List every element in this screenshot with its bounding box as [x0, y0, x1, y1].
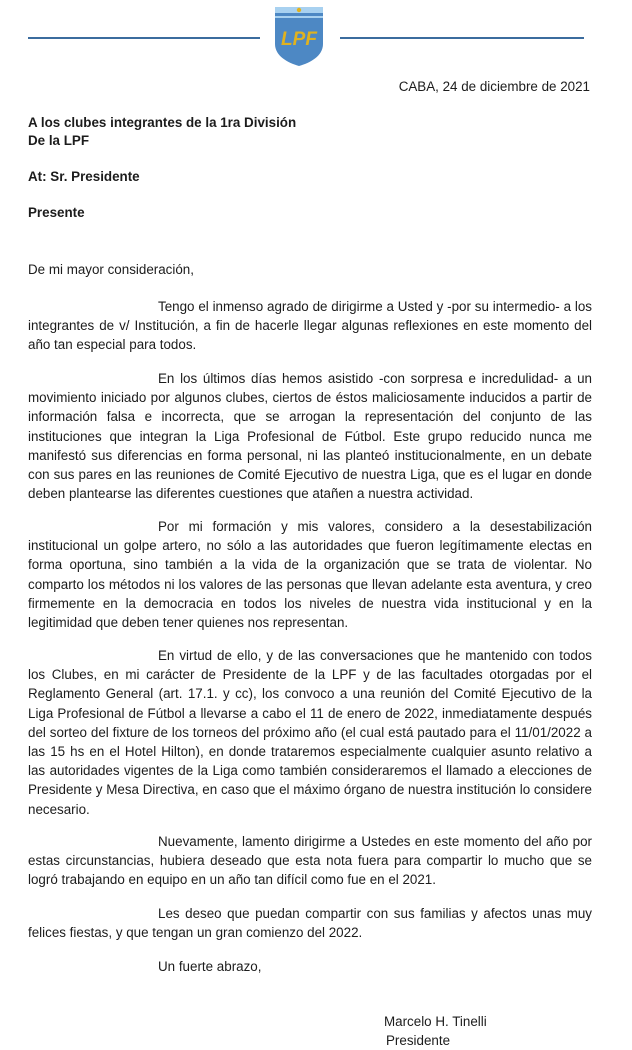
body-paragraph: En los últimos días hemos asistido -con sorpresa e incredulidad- a un movimiento iniciado por algunos clubes, ciertos de éstos maliciosamente inducidos a partir de información falsa e incorrecta, que se arrogan la representación del conjunto de las instituciones que integran la Liga Profesional de Fútbol. Este grupo reducido nunca me manifestó sus diferencias en forma personal, ni las planteó institucionalmente, en un debate con sus pares en las reuniones de Comité Ejecutivo de nuestra Liga, que es el lugar en donde deben plantearse las diferentes cuestiones que atañen a nuestra actividad. [28, 371, 592, 502]
addressee-line: De la LPF [28, 133, 90, 148]
greeting: De mi mayor consideración, [28, 262, 194, 277]
body-paragraph: Por mi formación y mis valores, considero a la desestabilización institucional un golpe artero, no sólo a las autoridades que fueron legítimamente electas en forma oportuna, sino también a la vida de la organización que se trata de violentar. No comparto los métodos ni los valores de las personas que llevan adelante esta aventura, y creo firmemente en la democracia en todos los niveles de nuestra vida institucional y en la legitimidad que deben tener quienes nos representan. [28, 519, 592, 631]
lpf-logo [272, 4, 326, 68]
closing-line: Un fuerte abrazo, [158, 959, 262, 974]
letter-date: CABA, 24 de diciembre de 2021 [398, 79, 590, 94]
attention-line: At: Sr. Presidente [28, 169, 140, 184]
addressee-line: A los clubes integrantes de la 1ra División [28, 115, 297, 130]
header-rule-right [340, 37, 584, 39]
body-paragraph: En virtud de ello, y de las conversaciones que he mantenido con todos los Clubes, en mi carácter de Presidente de la LPF y de las facultades otorgadas por el Reglamento General (art. 17.1. y cc), los convoco a una reunión del Comité Ejecutivo de la Liga Profesional de Fútbol a llevarse a cabo el 11 de enero de 2022, inmediatamente después del sorteo del fixture de los torneos del próximo año (el cual está pautado para el 11/01/2022 a las 15 hs en el Hotel Hilton), en donde trataremos especialmente cualquier asunto relativo a las autoridades vigentes de la Liga como también consideraremos el llamado a elecciones de Presidente y Mesa Directiva, en caso que el máximo órgano de nuestra institución lo considere necesario. [28, 648, 592, 817]
signature-block [384, 1012, 487, 1050]
body-paragraph: Nuevamente, lamento dirigirme a Ustedes en este momento del año por estas circunstancias, hubiera deseado que esta nota fuera para compartir lo mucho que se logró trabajando en equipo en un año tan difícil como fue en el 2021. [28, 834, 592, 888]
logo-letters: LPF [281, 29, 317, 50]
body-paragraph: Tengo el inmenso agrado de dirigirme a Usted y -por su intermedio- a los integrantes de v/ Institución, a fin de hacerle llegar algunas reflexiones en este momento del año tan especial para todos. [28, 299, 592, 353]
presente-line: Presente [28, 205, 85, 220]
body-paragraph: Les deseo que puedan compartir con sus familias y afectos unas muy felices fiestas, y que tengan un gran comienzo del 2022. [28, 906, 592, 941]
signer-title: Presidente [386, 1033, 451, 1048]
addressee-block [28, 114, 296, 150]
signer-name: Marcelo H. Tinelli [384, 1014, 487, 1029]
header-rule-left [28, 37, 260, 39]
